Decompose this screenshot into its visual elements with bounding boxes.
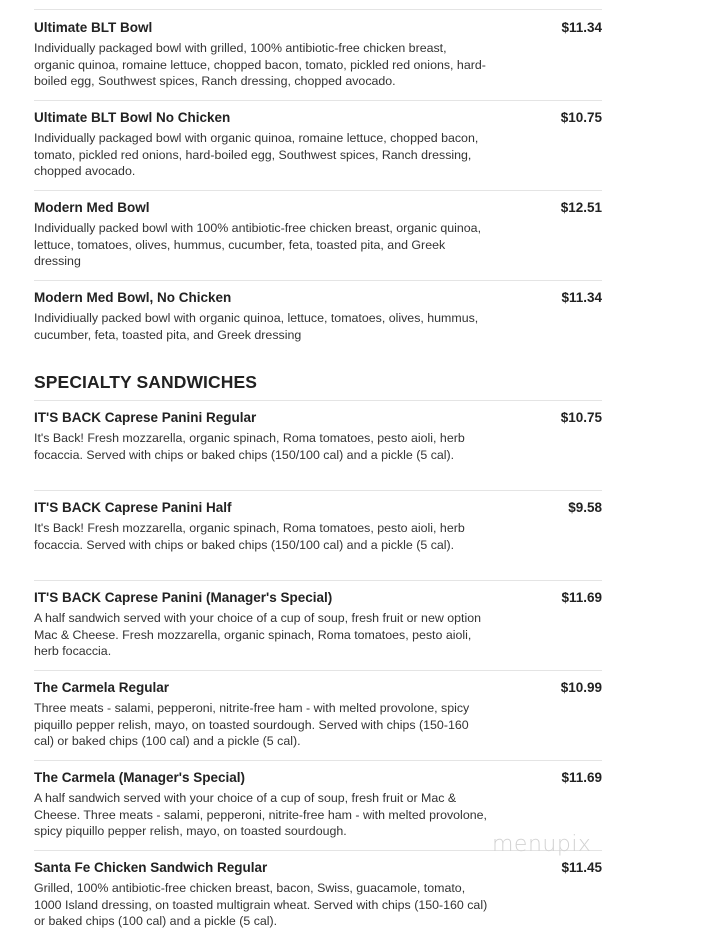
divider (34, 490, 602, 491)
item-price: $10.99 (560, 680, 602, 695)
item-description: It's Back! Fresh mozzarella, organic spinach, Roma tomatoes, pesto aioli, herb focaccia. Served with chips or baked chips (150/100 cal) and a pickle (5 cal). (34, 431, 465, 462)
item-name: IT'S BACK Caprese Panini (Manager's Special) (34, 590, 333, 605)
item-name: Ultimate BLT Bowl (34, 20, 153, 35)
item-price: $10.75 (560, 410, 602, 425)
item-name: Modern Med Bowl, No Chicken (34, 290, 232, 305)
item-name: Santa Fe Chicken Sandwich Regular (34, 860, 268, 875)
item-price: $11.45 (561, 860, 602, 875)
item-name: Ultimate BLT Bowl No Chicken (34, 110, 231, 125)
item-description: A half sandwich served with your choice of a cup of soup, fresh fruit or Mac & Cheese. Three meats - salami, pepperoni, nitrite-free ham - with melted provolone, spicy piquillo pepper relish, mayo, on toasted sourdough. (34, 791, 487, 839)
divider (34, 760, 602, 761)
divider (34, 670, 602, 671)
item-description: Three meats - salami, pepperoni, nitrite-free ham - with melted provolone, spicy piquillo pepper relish, mayo, on toasted sourdough. Served with chips (150-160 cal) or baked chips (100 cal) and a pickle (5 cal). (34, 701, 470, 749)
item-name: The Carmela Regular (34, 680, 170, 695)
section-title-specialty-sandwiches: SPECIALTY SANDWICHES (34, 372, 258, 392)
item-description: Individually packaged bowl with organic quinoa, romaine lettuce, chopped bacon, tomato, pickled red onions, hard-boiled egg, Southwest spices, Ranch dressing, chopped avocado. (34, 131, 479, 179)
item-price: $11.69 (561, 590, 602, 605)
item-price: $11.69 (561, 770, 602, 785)
divider (34, 9, 602, 10)
item-price: $10.75 (560, 110, 602, 125)
item-price: $9.58 (568, 500, 602, 515)
divider (34, 580, 602, 581)
item-description: Individually packed bowl with 100% antibiotic-free chicken breast, organic quinoa, lettuce, tomatoes, olives, hummus, cucumber, feta, toasted pita, and Greek dressing (34, 221, 482, 269)
item-description: Individiually packed bowl with organic quinoa, lettuce, tomatoes, olives, hummus, cucumber, feta, toasted pita, and Greek dressing (34, 311, 479, 342)
item-name: Modern Med Bowl (34, 200, 150, 215)
item-description: A half sandwich served with your choice of a cup of soup, fresh fruit or new option Mac & Cheese. Fresh mozzarella, organic spinach, Roma tomatoes, pesto aioli, herb focaccia. (34, 611, 481, 659)
item-name: IT'S BACK Caprese Panini Regular (34, 410, 257, 425)
item-description: Individually packaged bowl with grilled, 100% antibiotic-free chicken breast, organic quinoa, romaine lettuce, chopped bacon, tomato, pickled red onions, hard-boiled egg, Southwest spices, Ranch dressing, chopped avocado. (34, 41, 486, 89)
item-price: $12.51 (560, 200, 602, 215)
item-description: It's Back! Fresh mozzarella, organic spinach, Roma tomatoes, pesto aioli, herb focaccia. Served with chips or baked chips (150/100 cal) and a pickle (5 cal). (34, 521, 465, 552)
item-name: The Carmela (Manager's Special) (34, 770, 246, 785)
menupix-watermark: menupix (492, 832, 592, 857)
item-name: IT'S BACK Caprese Panini Half (34, 500, 232, 515)
item-price: $11.34 (561, 20, 602, 35)
divider (34, 280, 602, 281)
divider (34, 400, 602, 401)
item-price: $11.34 (561, 290, 602, 305)
divider (34, 100, 602, 101)
divider (34, 190, 602, 191)
item-description: Grilled, 100% antibiotic-free chicken breast, bacon, Swiss, guacamole, tomato, 1000 Island dressing, on toasted multigrain wheat. Served with chips (150-160 cal) or baked chips (100 cal) and a pickle (5 cal). (34, 881, 488, 929)
